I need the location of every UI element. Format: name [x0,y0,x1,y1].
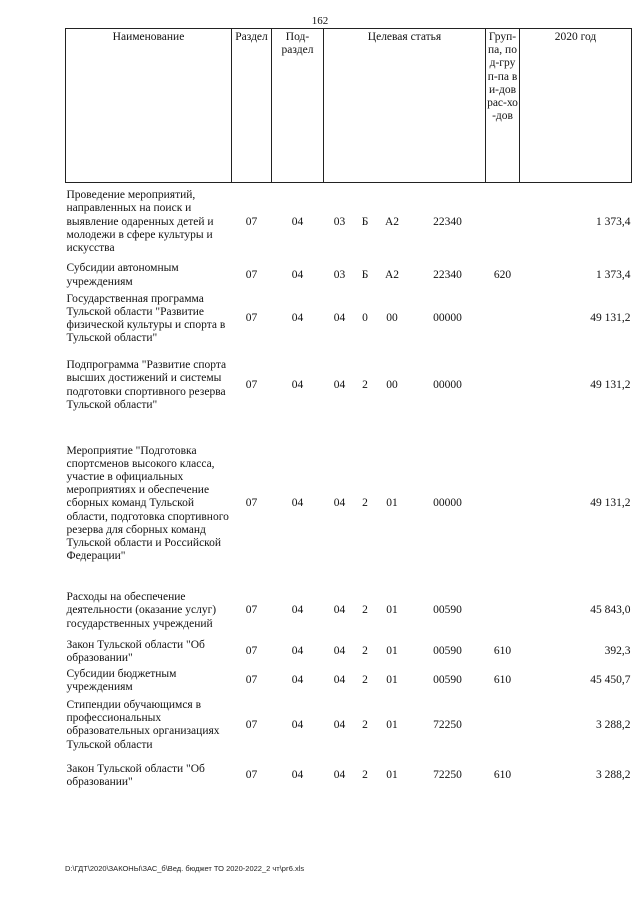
table-cell-article-subprogram: Б [361,268,369,281]
table-cell-subsection: 04 [291,497,304,510]
table-cell-article-program: 04 [333,604,346,617]
table-cell-section: 07 [245,604,258,617]
header-subsection: Под-раздел [272,29,324,183]
table-cell-article-event: А2 [384,215,400,228]
table-cell-subsection: 04 [291,312,304,325]
table-cell-article-subprogram: 2 [362,769,368,782]
header-expense-group: Груп-па, под-груп-па ви-дов рас-хо-дов [486,29,520,183]
table-cell-article-program: 04 [333,645,346,658]
table-cell-article-direction: 00590 [433,674,462,687]
table-cell-subsection: 04 [291,378,304,391]
table-cell-amount: 45 843,0 [590,604,631,617]
table-cell-article-event: А2 [384,268,400,281]
table-cell-expense-group [486,423,520,586]
table-row [66,183,632,262]
table-cell-article-program: 04 [333,718,346,731]
table-cell-expense-group [486,349,520,423]
table-cell-section: 07 [245,497,258,510]
table-cell-section: 07 [245,215,258,228]
table-cell-article-program: 03 [333,215,346,228]
table-row [66,349,632,423]
table-row [66,586,632,637]
table-cell-name: Расходы на обеспечение деятельности (оказание услуг) государственных учреждений [66,591,217,630]
table-row [66,668,632,694]
table-row [66,637,632,668]
table-cell-amount: 49 131,2 [590,497,631,510]
table-cell-article-direction: 72250 [433,718,462,731]
table-cell-section: 07 [245,268,258,281]
table-cell-subsection: 04 [291,718,304,731]
table-row [66,423,632,586]
table-row [66,757,632,795]
table-cell-article-direction: 00000 [433,378,462,391]
budget-table [65,28,632,795]
table-cell-name: Стипендии обучающимся в профессиональных образовательных организациях Тульской области [66,699,220,751]
table-cell-expense-group: 610 [493,769,512,782]
table-cell-section: 07 [245,674,258,687]
table-cell-article-event: 01 [386,497,398,510]
table-cell-article-subprogram: 2 [362,645,368,658]
table-cell-article-program: 04 [333,674,346,687]
table-cell-subsection: 04 [291,604,304,617]
table-cell-expense-group: 610 [493,645,512,658]
table-cell-article-program: 04 [333,312,346,325]
table-cell-expense-group [486,290,520,349]
table-cell-article-program: 04 [333,378,346,391]
table-cell-section: 07 [245,769,258,782]
table-cell-article-event: 00 [386,312,398,325]
header-name: Наименование [66,29,232,183]
header-year: 2020 год [520,29,632,183]
header-target-article: Целевая статья [324,29,486,183]
table-cell-amount: 3 288,2 [596,718,631,731]
table-cell-subsection: 04 [291,215,304,228]
table-cell-name: Закон Тульской области "Об образовании" [66,638,205,664]
table-cell-amount: 49 131,2 [590,312,631,325]
table-cell-subsection: 04 [291,268,304,281]
table-cell-article-event: 01 [386,769,398,782]
table-cell-name: Субсидии бюджетным учреждениям [66,667,177,693]
table-cell-article-event: 01 [386,718,398,731]
table-cell-section: 07 [245,378,258,391]
table-cell-subsection: 04 [291,645,304,658]
table-cell-amount: 45 450,7 [590,674,631,687]
table-cell-name: Подпрограмма "Развитие спорта высших достижений и системы подготовки спортивного резерва Тульской области" [66,359,227,411]
table-cell-article-subprogram: 0 [362,312,368,325]
table-cell-article-direction: 72250 [433,769,462,782]
table-cell-name: Мероприятие "Подготовка спортсменов высокого класса, участие в официальных мероприятиях и обеспечение сборных команд Тульской области, подготовка спортивного резерва для сборных команд Тульской области и Российской Федерации" [66,444,229,563]
file-path-footer: D:\ГДТ\2020\ЗАКОНЫ\ЗАС_б\Вед. бюджет ТО 2020-2022_2 чт\рг6.xls [65,864,305,873]
table-cell-section: 07 [245,645,258,658]
table-cell-expense-group: 610 [493,674,512,687]
table-cell-article-subprogram: 2 [362,497,368,510]
table-cell-article-direction: 00590 [433,604,462,617]
table-cell-amount: 49 131,2 [590,378,631,391]
header-section: Раздел [232,29,272,183]
table-row [66,262,632,290]
table-cell-subsection: 04 [291,674,304,687]
table-cell-amount: 1 373,4 [596,268,631,281]
table-cell-expense-group [486,694,520,757]
table-cell-article-subprogram: 2 [362,718,368,731]
table-cell-subsection: 04 [291,769,304,782]
table-cell-article-subprogram: 2 [362,604,368,617]
table-cell-expense-group [486,183,520,262]
table-cell-expense-group [486,586,520,637]
table-cell-article-event: 01 [386,645,398,658]
table-cell-article-direction: 00000 [433,497,462,510]
table-cell-article-program: 03 [333,268,346,281]
table-row [66,694,632,757]
table-cell-name: Закон Тульской области "Об образовании" [66,762,205,788]
table-cell-expense-group: 620 [493,268,512,281]
table-row [66,290,632,349]
table-cell-name: Государственная программа Тульской области "Развитие физической культуры и спорта в Тульской области" [66,292,226,345]
table-cell-article-program: 04 [333,497,346,510]
table-cell-article-event: 01 [386,674,398,687]
table-cell-amount: 392,3 [604,645,631,658]
table-cell-article-direction: 22340 [433,268,462,281]
table-cell-amount: 3 288,2 [596,769,631,782]
table-cell-name: Субсидии автономным учреждениям [66,262,179,288]
table-cell-article-subprogram: 2 [362,674,368,687]
table-cell-article-direction: 00590 [433,645,462,658]
table-cell-section: 07 [245,718,258,731]
table-cell-article-event: 01 [386,604,398,617]
table-cell-article-subprogram: Б [361,215,369,228]
table-cell-article-direction: 22340 [433,215,462,228]
table-cell-section: 07 [245,312,258,325]
table-cell-article-program: 04 [333,769,346,782]
table-cell-article-direction: 00000 [433,312,462,325]
table-cell-amount: 1 373,4 [596,215,631,228]
table-cell-article-event: 00 [386,378,398,391]
page-number: 162 [311,15,329,27]
table-cell-article-subprogram: 2 [362,378,368,391]
header-row [66,29,632,183]
table-cell-name: Проведение мероприятий, направленных на поиск и выявление одаренных детей и молодежи в сфере культуры и искусства [66,189,214,255]
